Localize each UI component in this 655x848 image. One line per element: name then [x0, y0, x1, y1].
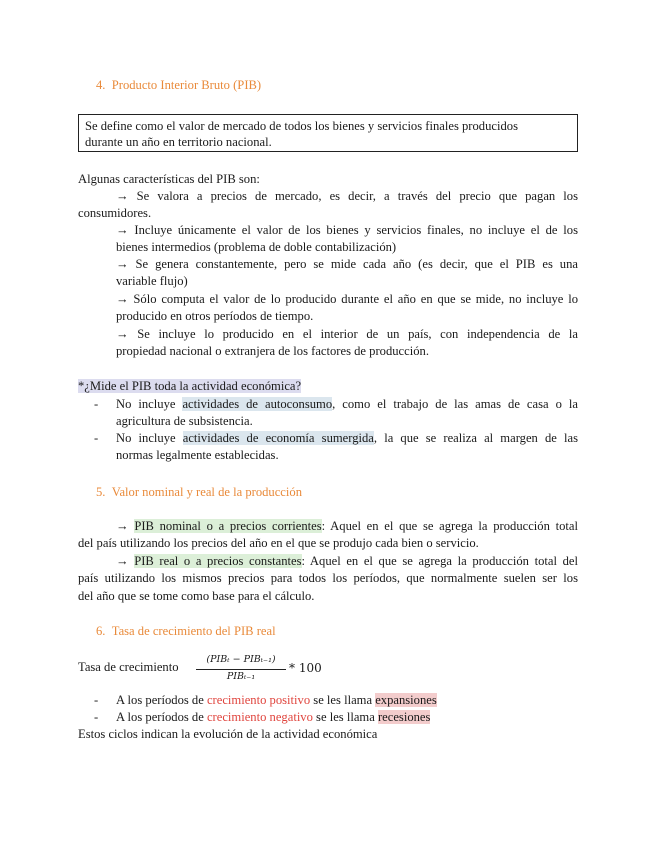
characteristic-4-line-1: → Sólo computa el valor de lo producido durante el año en que se mide, no incluye lo — [116, 292, 578, 306]
definition-box — [78, 114, 578, 152]
formula-multiplier: * 100 — [289, 661, 322, 675]
growth-bullet-1 — [116, 692, 437, 709]
question-bullet-2-pre: No incluye — [116, 431, 183, 445]
question-bullet-1-post: , como el trabajo de las amas de casa o la — [332, 397, 578, 411]
characteristic-5-line-2: propiedad nacional o extranjera de los factores de producción. — [116, 344, 429, 358]
question-heading — [78, 378, 301, 395]
highlight-pib-nominal: PIB nominal o a precios corrientes — [134, 519, 322, 533]
characteristic-2-line-2: bienes intermedios (problema de doble contabilización) — [116, 240, 397, 254]
characteristic-1-line-1: → Se valora a precios de mercado, es decir, a través del precio que pagan los — [116, 189, 578, 203]
growth-bullet-2-pre: A los períodos de — [116, 710, 207, 724]
section-6-number: 6. — [96, 624, 106, 638]
real-paragraph-line-2: país utilizando los mismos precios para todos los períodos, que normalmente suelen ser los — [78, 571, 578, 585]
real-rest: : Aquel en el que se agrega la producción total del — [301, 554, 578, 568]
formula-denominator: PIBₜ₋₁ — [226, 671, 256, 682]
definition-line-2: durante un año en territorio nacional. — [85, 135, 272, 149]
question-bullet-1 — [116, 396, 578, 413]
nominal-arrow: → — [116, 519, 135, 533]
section-4-title: Producto Interior Bruto (PIB) — [111, 78, 262, 92]
real-paragraph-line-3: del año que se tome como base para el cálculo. — [78, 589, 315, 603]
crecimiento-positivo-text: crecimiento positivo — [206, 693, 311, 707]
characteristic-3-line-1: → Se genera constantemente, pero se mide cada año (es decir, que el PIB es una — [116, 257, 578, 271]
crecimiento-negativo-text: crecimiento negativo — [206, 710, 313, 724]
real-arrow: → — [116, 554, 135, 568]
definition-line-1: Se define como el valor de mercado de todos los bienes y servicios finales producidos — [85, 119, 518, 133]
question-text: *¿Mide el PIB toda la actividad económica? — [78, 379, 302, 393]
growth-bullet-1-mid: se les llama — [310, 693, 376, 707]
characteristic-1-line-2: consumidores. — [78, 206, 152, 220]
question-bullet-1-pre: No incluye — [116, 397, 183, 411]
characteristic-5-line-1: → Se incluye lo producido en el interior de un país, con independencia de la — [116, 327, 578, 341]
characteristic-4-line-2: producido en otros períodos de tiempo. — [116, 309, 314, 323]
characteristic-3-line-2: variable flujo) — [116, 274, 188, 288]
growth-bullet-1-pre: A los períodos de — [116, 693, 207, 707]
nominal-paragraph-line-1 — [116, 518, 578, 535]
section-4-number: 4. — [96, 78, 106, 92]
question-bullet-2-post: , la que se realiza al margen de las — [373, 431, 578, 445]
highlight-pib-real: PIB real o a precios constantes — [134, 554, 302, 568]
growth-bullet-2 — [116, 709, 430, 726]
question-bullet-1-line-2: agricultura de subsistencia. — [116, 414, 253, 428]
characteristic-2-line-1: → Incluye únicamente el valor de los bienes y servicios finales, no incluye el de los — [116, 223, 578, 237]
growth-bullet-2-mid: se les llama — [312, 710, 378, 724]
nominal-rest: : Aquel en el que se agrega la producción total — [321, 519, 578, 533]
highlight-economia-sumergida: actividades de economía sumergida — [182, 431, 374, 445]
section-5-number: 5. — [96, 485, 106, 499]
section-5-title: Valor nominal y real de la producción — [111, 485, 302, 499]
fraction-bar — [196, 669, 286, 670]
growth-bullet-1-dash: - — [94, 693, 99, 707]
section-4-heading — [96, 77, 261, 94]
highlight-expansiones: expansiones — [375, 693, 437, 707]
highlight-recesiones: recesiones — [377, 710, 431, 724]
question-bullet-2-dash: - — [94, 431, 99, 445]
nominal-paragraph-line-2: del país utilizando los precios del año en el que se produjo cada bien o servicio. — [78, 536, 479, 550]
section-5-heading — [96, 484, 302, 501]
question-bullet-2-line-2: normas legalmente establecidas. — [116, 448, 279, 462]
highlight-autoconsumo: actividades de autoconsumo — [182, 397, 333, 411]
question-bullet-2 — [116, 430, 578, 447]
real-paragraph-line-1 — [116, 553, 578, 570]
question-bullet-1-dash: - — [94, 397, 99, 411]
growth-label: Tasa de crecimiento — [78, 660, 179, 674]
section-6-heading — [96, 623, 276, 640]
characteristics-intro: Algunas características del PIB son: — [78, 172, 260, 186]
section-6-title: Tasa de crecimiento del PIB real — [111, 624, 276, 638]
formula-numerator: (PIBₜ − PIBₜ₋₁) — [206, 654, 276, 665]
growth-bullet-2-dash: - — [94, 710, 99, 724]
closing-sentence: Estos ciclos indican la evolución de la actividad económica — [78, 727, 378, 741]
